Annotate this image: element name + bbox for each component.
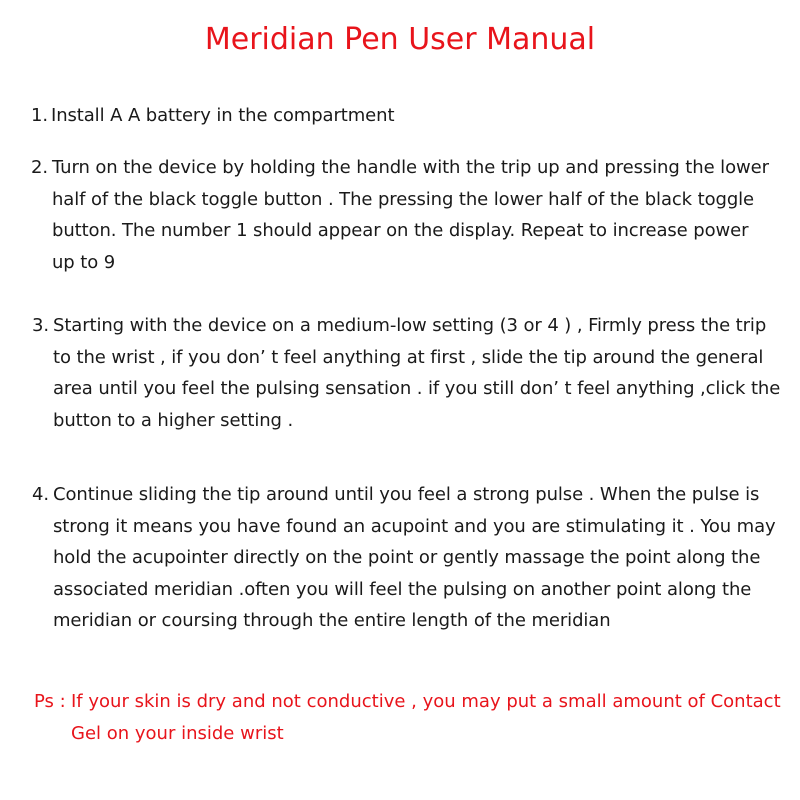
instruction-step-1 xyxy=(31,100,791,132)
step-text: Install A A battery in the compartment xyxy=(51,105,395,126)
instruction-step-2 xyxy=(31,152,772,278)
postscript-text: If your skin is dry and not conductive , you may put a small amount of Contact Gel on your inside wrist xyxy=(71,691,781,744)
step-text: Continue sliding the tip around until you feel a strong pulse . When the pulse is strong it means you have found an acupoint and you are stimulating it . You may hold the acupointer directly on the point or gently massage the point along the associated meridian .often you will feel the pulsing on another point along the meridian or coursing through the entire length of the meridian xyxy=(53,484,776,631)
step-number: 2. xyxy=(31,157,48,178)
step-number: 1. xyxy=(31,105,48,126)
instruction-step-3 xyxy=(32,310,788,436)
step-text: Starting with the device on a medium-low setting (3 or 4 ) , Firmly press the trip to the wrist , if you don’ t feel anything at first , slide the tip around the general area until you feel the pulsing sensation . if you still don’ t feel anything ,click the button to a higher setting . xyxy=(53,315,781,431)
page-title: Meridian Pen User Manual xyxy=(204,22,596,57)
postscript-note xyxy=(34,686,794,749)
instruction-step-4 xyxy=(32,479,799,637)
step-number: 3. xyxy=(32,315,49,336)
step-text: Turn on the device by holding the handle with the trip up and pressing the lower half of the black toggle button . The pressing the lower half of the black toggle button. The number 1 should appear on the display. Repeat to increase power up to 9 xyxy=(52,157,769,273)
postscript-label: Ps : xyxy=(34,691,66,712)
step-number: 4. xyxy=(32,484,49,505)
